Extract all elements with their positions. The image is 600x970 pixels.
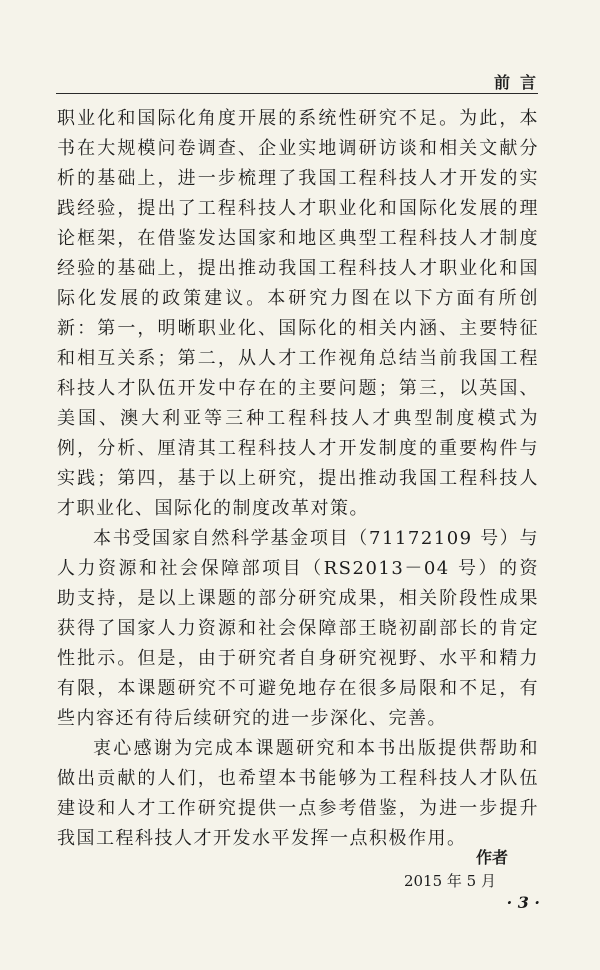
body-text (57, 104, 539, 854)
header-rule (56, 93, 538, 94)
paragraph: 职业化和国际化角度开展的系统性研究不足。为此，本书在大规模问卷调查、企业实地调研访谈和相关文献分析的基础上，进一步梳理了我国工程科技人才开发的实践经验，提出了工程科技人才职业化和国际化发展的理论框架，在借鉴发达国家和地区典型工程科技人才制度经验的基础上，提出推动我国工程科技人才职业化和国际化发展的政策建议。本研究力图在以下方面有所创新：第一，明晰职业化、国际化的相关内涵、主要特征和相互关系；第二，从人才工作视角总结当前我国工程科技人才队伍开发中存在的主要问题；第三，以英国、美国、澳大利亚等三种工程科技人才典型制度模式为例，分析、厘清其工程科技人才开发制度的重要构件与实践；第四，基于以上研究，提出推动我国工程科技人才职业化、国际化的制度改革对策。 (57, 108, 539, 519)
paragraph: 衷心感谢为完成本课题研究和本书出版提供帮助和做出贡献的人们，也希望本书能够为工程科技人才队伍建设和人才工作研究提供一点参考借鉴，为进一步提升我国工程科技人才开发水平发挥一点积极作用。 (57, 738, 539, 849)
running-head: 前言 (493, 73, 546, 92)
author-signature: 作者 (475, 848, 508, 867)
paragraph: 本书受国家自然科学基金项目（71172109 号）与人力资源和社会保障部项目（RS2013－04 号）的资助支持，是以上课题的部分研究成果，相关阶段性成果获得了国家人力资源和社会保障部王晓初副部长的肯定性批示。但是，由于研究者自身研究视野、水平和精力有限，本课题研究不可避免地存在很多局限和不足，有些内容还有待后续研究的进一步深化、完善。 (57, 528, 539, 729)
signature-date: 2015 年 5 月 (403, 872, 496, 890)
page-number: · 3 · (506, 893, 540, 912)
